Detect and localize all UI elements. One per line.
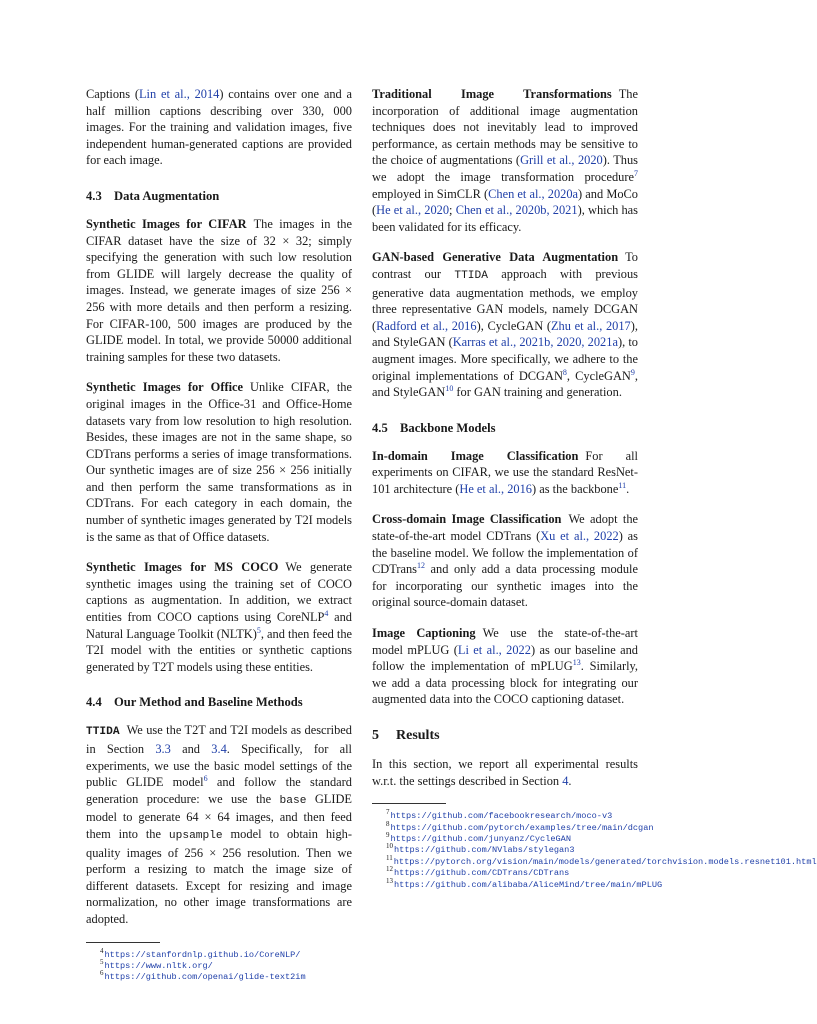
runin-heading: In-domain Image Classification [372, 448, 579, 463]
footnote-ref[interactable]: 12 [417, 561, 425, 571]
crossdomain-paragraph: Cross-domain Image Classification We adopt the state-of-the-art model CDTrans (Xu et al., 2022) as the baseline model. We follow the implementation of CDTrans$^{12}$ and only add a data processing module for incorporating our synthetic images into the original source-domain dataset. [372, 512, 639, 610]
footnotes-left [86, 946, 352, 984]
citation-link[interactable]: Zhu et al., 2017 [550, 318, 631, 333]
footnote[interactable]: $^{11}$https://pytorch.org/vision/main/models/generated/torchvision.models.resnet101.html [386, 853, 817, 867]
runin-heading: Image Captioning [372, 626, 476, 641]
footnote-divider [86, 942, 160, 943]
footnote[interactable]: $^{13}$https://github.com/alibaba/AliceMind/tree/main/mPLUG [386, 876, 663, 890]
footnote-ref[interactable]: 9 [630, 367, 635, 377]
runin-heading: Synthetic Images for MS COCO [86, 560, 279, 575]
citation-link[interactable]: Karras et al., 2021b, 2020, 2021a [452, 335, 618, 350]
citation-link[interactable]: Xu et al., 2022 [540, 529, 619, 544]
citation-link[interactable]: Radford et al., 2016 [376, 318, 477, 333]
office-paragraph: Synthetic Images for Office Unlike CIFAR, the original images in the Office-31 and Office-Home datasets vary from low resolution to high resolution. Besides, these images are not in the same shape, so CDTrans performs a series of image transformations. Our synthetic images are of size 256 × 256 initially and then perform the same transformations as in CDTrans. For each category in each domain, the number of synthetic images generated by T2I models is the same as that of Office datasets. [86, 380, 352, 544]
footnote-divider [372, 803, 446, 804]
footnote[interactable]: $^5$https://www.nltk.org/ [100, 957, 213, 971]
section-link[interactable]: 4 [562, 773, 569, 788]
left-column [86, 86, 352, 984]
captioning-paragraph: Image Captioning We use the state-of-the-art model mPLUG (Li et al., 2022) as our baseline and follow the implementation of mPLUG$^{13}$. Similarly, we add a data processing block for integrating our augmented data into the COCO captioning dataset. [372, 626, 638, 707]
footnote[interactable]: $^4$https://stanfordnlp.github.io/CoreNLP/ [100, 946, 301, 960]
coco-paragraph: Synthetic Images for MS COCO We generate synthetic images using the training set of COCO captions as augmentation. In addition, we extract entities from COCO captions using CoreNLP$^4$ and Natural Language Toolkit (NLTK)$^5$, and then feed the T2I model with the entities or synthetic captions generated by T2T models using these entities. [86, 560, 353, 674]
section-heading-4-4: 4.4 Our Method and Baseline Methods [86, 695, 303, 710]
footnote[interactable]: $^{10}$https://github.com/NVlabs/stylegan3 [386, 842, 575, 856]
right-column [372, 86, 817, 891]
results-paragraph: In this section, we report all experimental results w.r.t. the settings described in Section 4. [372, 757, 638, 788]
cifar-paragraph: Synthetic Images for CIFAR The images in the CIFAR dataset have the size of 32 × 32; simply specifying the generation with such low resolution from GLIDE will largely decrease the quality of images. Instead, we generate images of size 256 × 256 with more details and then perform a resizing. For CIFAR-100, 500 images are produced by the GLIDE model. In total, we provide 50000 additional training samples for these two datasets. [86, 216, 352, 364]
footnote-ref[interactable]: 11 [618, 480, 627, 490]
runin-heading: Traditional Image Transformations [372, 87, 612, 101]
citation-link[interactable]: Chen et al., 2020b, 2021 [455, 203, 578, 218]
runin-heading: Synthetic Images for CIFAR [86, 216, 247, 231]
runin-heading: TTIDA [86, 726, 120, 739]
runin-heading: GAN-based Generative Data Augmentation [372, 250, 619, 265]
footnote-ref[interactable]: 13 [572, 658, 581, 668]
citation-link[interactable]: Chen et al., 2020a [488, 186, 579, 201]
traditional-paragraph: Traditional Image Transformations The incorporation of additional image augmentation techniques does not inevitably lead to improved performance, as certain methods may be sensitive to the choice of augmentations (Grill et al., 2020). Thus we adopt the image transformation procedure$^7$ employed in SimCLR (Chen et al., 2020a) and MoCo (He et al., 2020; Chen et al., 2020b, 2021), which has been validated for its efficacy. [372, 87, 638, 234]
citation-link[interactable]: Grill et al., 2020 [520, 153, 603, 168]
footnote-ref[interactable]: 6 [203, 774, 208, 784]
footnote-ref[interactable]: 8 [562, 367, 567, 377]
citation-link[interactable]: He et al., 2016 [459, 481, 532, 496]
intro-paragraph: Captions (Lin et al., 2014) contains over one and a half million captions describing over 330, 000 images. For the training and validation images, five independent human-generated captions are provided for each image. [86, 87, 353, 168]
citation-link[interactable]: Lin et al., 2014 [138, 87, 220, 101]
footnote-ref[interactable]: 10 [445, 384, 454, 394]
ttida-paragraph: TTIDA We use the T2T and T2I models as described in Section 3.3 and 3.4. Specifically, for all experiments, we use the basic model settings of the public GLIDE model$^6$ and follow the standard generation procedure: we use the base GLIDE model to generate 64 × 64 images, and then feed them into the upsample model to obtain high-quality images of 256 × 256 resolution. Then we perform a resizing to match the image size of different datasets. Except for resizing and image normalization, no other image transformations are adopted. [86, 723, 353, 926]
footnote-ref[interactable]: 5 [256, 625, 261, 635]
runin-heading: Synthetic Images for Office [86, 380, 244, 395]
gan-paragraph: GAN-based Generative Data Augmentation To contrast our TTIDA approach with previous generative data augmentation methods, we employ three representative GAN models, namely DCGAN (Radford et al., 2016), CycleGAN (Zhu et al., 2017), and StyleGAN (Karras et al., 2021b, 2020, 2021a), to augment images. More specifically, we adhere to the original implementations of DCGAN$^8$, CycleGAN$^9$, and StyleGAN$^{10}$ for GAN training and generation. [372, 250, 638, 400]
footnote-ref[interactable]: 7 [634, 168, 638, 178]
indomain-paragraph: In-domain Image Classification For all experiments on CIFAR, we use the standard ResNet-101 architecture (He et al., 2016) as the backbone$^{11}$. [372, 448, 638, 496]
footnote[interactable]: $^7$https://github.com/facebookresearch/moco-v3 [386, 808, 613, 822]
section-link[interactable]: 3.3 [155, 742, 171, 756]
section-heading-4-5: 4.5 Backbone Models [372, 420, 496, 435]
citation-link[interactable]: He et al., 2020 [376, 203, 450, 218]
footnotes-right [372, 808, 817, 891]
footnote[interactable]: $^6$https://github.com/openai/glide-text2im [100, 969, 306, 983]
footnote[interactable]: $^8$https://github.com/pytorch/examples/tree/main/dcgan [386, 819, 654, 833]
footnote[interactable]: $^9$https://github.com/junyanz/CycleGAN [386, 831, 571, 844]
runin-heading: Cross-domain Image Classification [372, 512, 562, 527]
footnote-ref[interactable]: 4 [324, 609, 329, 619]
section-heading-4-3: 4.3 Data Augmentation [86, 188, 220, 203]
section-heading-5: 5 Results [372, 728, 440, 743]
citation-link[interactable]: Li et al., 2022 [457, 642, 531, 657]
footnote[interactable]: $^{12}$https://github.com/CDTrans/CDTrans [386, 865, 570, 879]
section-link[interactable]: 3.4 [211, 742, 227, 756]
